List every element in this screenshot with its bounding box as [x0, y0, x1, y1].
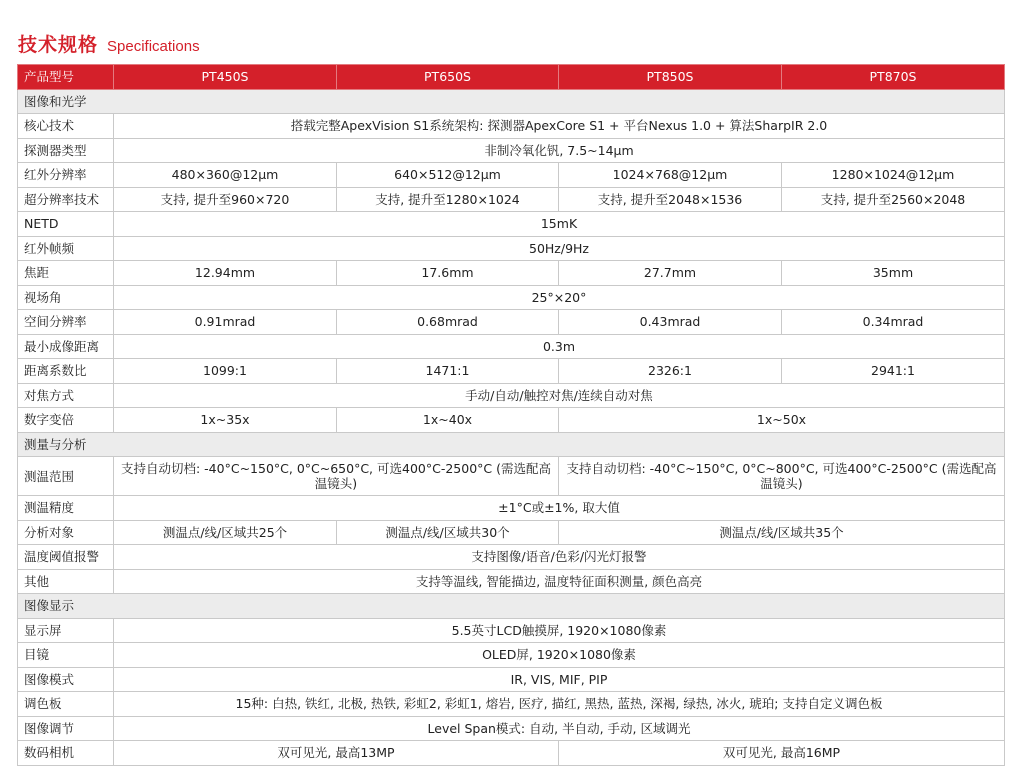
row-value: 0.91mrad — [114, 310, 337, 335]
table-row — [18, 569, 1005, 594]
row-label: 图像模式 — [18, 667, 114, 692]
table-row — [18, 383, 1005, 408]
row-label: 温度阈值报警 — [18, 545, 114, 570]
model-pt850s: PT850S — [559, 65, 782, 90]
header-label: 产品型号 — [18, 65, 114, 90]
table-row — [18, 667, 1005, 692]
row-value: 双可见光, 最高16MP — [559, 741, 1005, 766]
row-value: 0.34mrad — [782, 310, 1005, 335]
section-row — [18, 594, 1005, 619]
table-row — [18, 520, 1005, 545]
row-value: 测温点/线/区域共30个 — [337, 520, 559, 545]
row-value: 支持, 提升至2048×1536 — [559, 187, 782, 212]
row-label: 调色板 — [18, 692, 114, 717]
table-row — [18, 310, 1005, 335]
row-value: 25°×20° — [114, 285, 1005, 310]
row-value: 手动/自动/触控对焦/连续自动对焦 — [114, 383, 1005, 408]
row-value: 2941:1 — [782, 359, 1005, 384]
row-value: OLED屏, 1920×1080像素 — [114, 643, 1005, 668]
table-row — [18, 334, 1005, 359]
row-value: 0.68mrad — [337, 310, 559, 335]
row-value: 测温点/线/区域共25个 — [114, 520, 337, 545]
row-label: 焦距 — [18, 261, 114, 286]
table-row — [18, 545, 1005, 570]
row-value: 支持等温线, 智能描边, 温度特征面积测量, 颜色高亮 — [114, 569, 1005, 594]
spec-table — [17, 64, 1005, 766]
row-value: 50Hz/9Hz — [114, 236, 1005, 261]
table-row — [18, 261, 1005, 286]
row-value: 35mm — [782, 261, 1005, 286]
row-label: 对焦方式 — [18, 383, 114, 408]
row-value: IR, VIS, MIF, PIP — [114, 667, 1005, 692]
row-value: 1280×1024@12μm — [782, 163, 1005, 188]
table-row — [18, 496, 1005, 521]
page-title — [18, 30, 200, 58]
section-display: 图像显示 — [18, 594, 1005, 619]
section-row — [18, 89, 1005, 114]
row-value: 1x~50x — [559, 408, 1005, 433]
row-value: 1x~40x — [337, 408, 559, 433]
row-label: 视场角 — [18, 285, 114, 310]
row-value: 17.6mm — [337, 261, 559, 286]
row-label: 图像调节 — [18, 716, 114, 741]
table-row — [18, 457, 1005, 496]
table-header-row — [18, 65, 1005, 90]
row-label: 数字变倍 — [18, 408, 114, 433]
table-row — [18, 212, 1005, 237]
row-value: 12.94mm — [114, 261, 337, 286]
row-value: 15种: 白热, 铁红, 北极, 热铁, 彩虹2, 彩虹1, 熔岩, 医疗, 描红, 黑热, 蓝热, 深褐, 绿热, 冰火, 琥珀; 支持自定义调色板 — [114, 692, 1005, 717]
row-label: 数码相机 — [18, 741, 114, 766]
row-value: 1099:1 — [114, 359, 337, 384]
row-label: 超分辨率技术 — [18, 187, 114, 212]
row-value: 支持自动切档: -40°C~150°C, 0°C~800°C, 可选400°C-2500°C (需选配高温镜头) — [559, 457, 1005, 496]
row-value: 15mK — [114, 212, 1005, 237]
row-label: 最小成像距离 — [18, 334, 114, 359]
row-value: 640×512@12μm — [337, 163, 559, 188]
table-row — [18, 236, 1005, 261]
section-measure: 测量与分析 — [18, 432, 1005, 457]
section-row — [18, 432, 1005, 457]
table-row — [18, 716, 1005, 741]
row-value: 1x~35x — [114, 408, 337, 433]
row-label: 核心技术 — [18, 114, 114, 139]
row-value: 双可见光, 最高13MP — [114, 741, 559, 766]
row-label: 红外分辨率 — [18, 163, 114, 188]
row-value: 支持, 提升至2560×2048 — [782, 187, 1005, 212]
row-value: 2326:1 — [559, 359, 782, 384]
model-pt650s: PT650S — [337, 65, 559, 90]
title-chinese: 技术规格 — [18, 34, 99, 56]
table-row — [18, 618, 1005, 643]
table-row — [18, 359, 1005, 384]
row-value: 0.3m — [114, 334, 1005, 359]
row-value: 5.5英寸LCD触摸屏, 1920×1080像素 — [114, 618, 1005, 643]
row-label: NETD — [18, 212, 114, 237]
row-value: 支持图像/语音/色彩/闪光灯报警 — [114, 545, 1005, 570]
row-label: 分析对象 — [18, 520, 114, 545]
table-row — [18, 408, 1005, 433]
row-value: 支持, 提升至960×720 — [114, 187, 337, 212]
row-value: 搭载完整ApexVision S1系统架构: 探测器ApexCore S1 + 平台Nexus 1.0 + 算法SharpIR 2.0 — [114, 114, 1005, 139]
table-row — [18, 138, 1005, 163]
row-label: 测温范围 — [18, 457, 114, 496]
table-row — [18, 114, 1005, 139]
row-label: 目镜 — [18, 643, 114, 668]
row-value: 0.43mrad — [559, 310, 782, 335]
table-row — [18, 187, 1005, 212]
table-row — [18, 643, 1005, 668]
title-english: Specifications — [107, 38, 200, 55]
table-row — [18, 285, 1005, 310]
model-pt450s: PT450S — [114, 65, 337, 90]
row-label: 距离系数比 — [18, 359, 114, 384]
row-value: 480×360@12μm — [114, 163, 337, 188]
row-value: 支持, 提升至1280×1024 — [337, 187, 559, 212]
row-label: 其他 — [18, 569, 114, 594]
row-label: 显示屏 — [18, 618, 114, 643]
table-row — [18, 692, 1005, 717]
row-value: 27.7mm — [559, 261, 782, 286]
row-label: 空间分辨率 — [18, 310, 114, 335]
row-value: 1471:1 — [337, 359, 559, 384]
row-value: 非制冷氧化钒, 7.5~14μm — [114, 138, 1005, 163]
row-value: 1024×768@12μm — [559, 163, 782, 188]
row-label: 红外帧频 — [18, 236, 114, 261]
row-label: 测温精度 — [18, 496, 114, 521]
model-pt870s: PT870S — [782, 65, 1005, 90]
row-value: 支持自动切档: -40°C~150°C, 0°C~650°C, 可选400°C-2500°C (需选配高温镜头) — [114, 457, 559, 496]
row-value: ±1°C或±1%, 取大值 — [114, 496, 1005, 521]
table-row — [18, 741, 1005, 766]
table-row — [18, 163, 1005, 188]
section-optics: 图像和光学 — [18, 89, 1005, 114]
row-value: Level Span模式: 自动, 半自动, 手动, 区域调光 — [114, 716, 1005, 741]
row-value: 测温点/线/区域共35个 — [559, 520, 1005, 545]
row-label: 探测器类型 — [18, 138, 114, 163]
